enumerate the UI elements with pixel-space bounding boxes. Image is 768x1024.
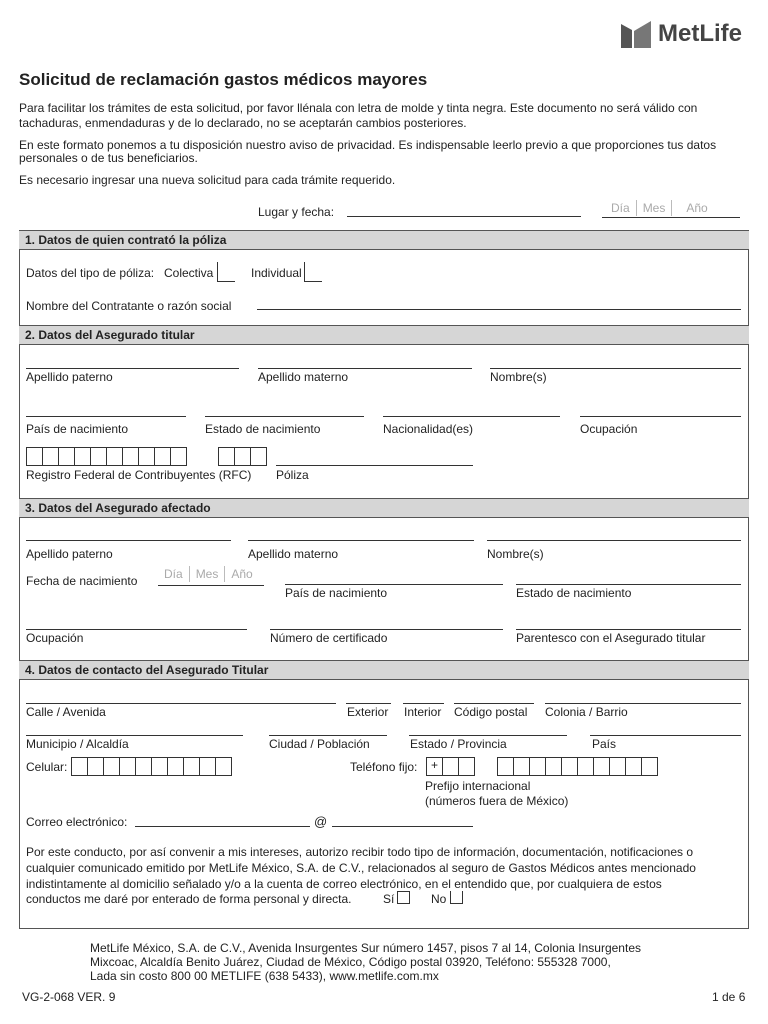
intro-paragraph-2a: En este formato ponemos a tu disposición nuestro aviso de privacidad. Es indispensable leerlo previo a que proporciones tus datos	[19, 138, 717, 152]
month-placeholder: Mes	[637, 200, 673, 216]
s3-pais-nac-label: País de nacimiento	[285, 586, 388, 600]
colectiva-label: Colectiva	[164, 266, 214, 280]
s3-birth-date-field[interactable]	[158, 566, 259, 582]
calle-label: Calle / Avenida	[26, 705, 106, 719]
consent-no-checkbox[interactable]	[450, 891, 463, 904]
lugar-fecha-field[interactable]	[347, 216, 581, 217]
s2-apellido-paterno-label: Apellido paterno	[26, 370, 113, 384]
s2-apellido-materno-label: Apellido materno	[258, 370, 349, 384]
colonia-label: Colonia / Barrio	[545, 705, 628, 719]
pais-field[interactable]	[590, 735, 741, 736]
metlife-logo	[620, 18, 755, 50]
s3-apellido-paterno-field[interactable]	[26, 540, 231, 541]
s2-poliza-label: Póliza	[276, 468, 309, 482]
interior-field[interactable]	[403, 703, 444, 704]
ciudad-field[interactable]	[269, 735, 387, 736]
estado-field[interactable]	[409, 735, 567, 736]
s3-pais-nac-field[interactable]	[285, 584, 503, 585]
footer-address-1: MetLife México, S.A. de C.V., Avenida Insurgentes Sur número 1457, pisos 7 al 14, Colonia Insurgentes	[90, 941, 641, 955]
s2-nacionalidad-label: Nacionalidad(es)	[383, 422, 474, 436]
s3-birth-date-underline	[158, 585, 264, 586]
s2-nombres-field[interactable]	[490, 368, 741, 369]
s2-ocupacion-label: Ocupación	[580, 422, 638, 436]
intro-paragraph-3: Es necesario ingresar una nueva solicitud para cada trámite requerido.	[19, 173, 396, 187]
cp-label: Código postal	[454, 705, 528, 719]
s3-apellido-materno-field[interactable]	[248, 540, 474, 541]
consent-si-checkbox[interactable]	[397, 891, 410, 904]
s3-apellido-materno-label: Apellido materno	[248, 547, 339, 561]
intro-paragraph-1a: Para facilitar los trámites de esta solicitud, por favor llénala con letra de molde y tinta negra. Este documento no será válido con	[19, 101, 698, 115]
s2-poliza-field[interactable]	[276, 465, 473, 466]
telefono-label: Teléfono fijo:	[350, 760, 418, 774]
consent-no-label: No	[431, 892, 447, 906]
request-date-underline	[602, 217, 740, 218]
s2-apellido-paterno-field[interactable]	[26, 368, 239, 369]
s3-certificado-label: Número de certificado	[270, 631, 388, 645]
s3-ocupacion-label: Ocupación	[26, 631, 84, 645]
consent-line-2: cualquier comunicado emitido por MetLife México, S.A. de C.V., relacionados al seguro de Gastos Médicos antes mencionado	[26, 861, 696, 875]
telefono-input-boxes[interactable]	[497, 757, 658, 776]
page-number: 1 de 6	[712, 990, 746, 1004]
s3-ocupacion-field[interactable]	[26, 629, 247, 630]
lugar-fecha-label: Lugar y fecha:	[258, 205, 335, 219]
section-3-header: 3. Datos del Asegurado afectado	[19, 498, 749, 518]
s3-nombres-field[interactable]	[487, 540, 741, 541]
page-title: Solicitud de reclamación gastos médicos mayores	[19, 70, 428, 89]
consent-si-label: Sí	[383, 892, 395, 906]
metlife-logo-mark-icon	[620, 18, 652, 50]
phone-prefix-boxes[interactable]	[426, 757, 475, 776]
individual-checkbox[interactable]	[304, 262, 322, 282]
prefijo-note-1: Prefijo internacional	[425, 779, 531, 793]
calle-field[interactable]	[26, 703, 336, 704]
consent-line-1: Por este conducto, por así convenir a mis intereses, autorizo recibir todo tipo de información, documentación, notificaciones o	[26, 845, 694, 859]
contratante-label: Nombre del Contratante o razón social	[26, 299, 232, 313]
day-placeholder: Día	[605, 200, 637, 216]
exterior-label: Exterior	[347, 705, 389, 719]
policy-type-label: Datos del tipo de póliza:	[26, 266, 155, 280]
year-placeholder: Año	[686, 201, 708, 215]
s3-parentesco-label: Parentesco con el Asegurado titular	[516, 631, 706, 645]
rfc-input-boxes[interactable]	[26, 447, 187, 466]
s3-month-placeholder: Mes	[190, 566, 226, 582]
correo-user-field[interactable]	[135, 826, 310, 827]
colonia-field[interactable]	[545, 703, 741, 704]
municipio-label: Municipio / Alcaldía	[26, 737, 129, 751]
s3-parentesco-field[interactable]	[516, 629, 741, 630]
contratante-field[interactable]	[257, 309, 741, 310]
s2-apellido-materno-field[interactable]	[258, 368, 472, 369]
section-2-header: 2. Datos del Asegurado titular	[19, 325, 749, 345]
form-code: VG-2-068 VER. 9	[22, 990, 116, 1004]
s2-pais-nac-field[interactable]	[26, 416, 186, 417]
s2-pais-nac-label: País de nacimiento	[26, 422, 129, 436]
celular-label: Celular:	[26, 760, 68, 774]
s3-apellido-paterno-label: Apellido paterno	[26, 547, 113, 561]
individual-label: Individual	[251, 266, 302, 280]
s2-nacionalidad-field[interactable]	[383, 416, 560, 417]
s2-estado-nac-label: Estado de nacimiento	[205, 422, 321, 436]
correo-domain-field[interactable]	[332, 826, 473, 827]
colectiva-checkbox[interactable]	[217, 262, 235, 282]
s2-ocupacion-field[interactable]	[580, 416, 741, 417]
footer-address-2: Mixcoac, Alcaldía Benito Juárez, Ciudad de México, Código postal 03920, Teléfono: 555328 7000,	[90, 955, 611, 969]
cp-field[interactable]	[454, 703, 534, 704]
request-date-field[interactable]	[605, 200, 722, 216]
s2-estado-nac-field[interactable]	[205, 416, 364, 417]
prefijo-note-2: (números fuera de México)	[425, 794, 569, 808]
interior-label: Interior	[404, 705, 442, 719]
correo-label: Correo electrónico:	[26, 815, 128, 829]
s3-estado-nac-field[interactable]	[516, 584, 741, 585]
footer-address-3: Lada sin costo 800 00 METLIFE (638 5433), www.metlife.com.mx	[90, 969, 439, 983]
s3-nombres-label: Nombre(s)	[487, 547, 544, 561]
section-4-header: 4. Datos de contacto del Asegurado Titular	[19, 660, 749, 680]
section-1-header: 1. Datos de quien contrató la póliza	[19, 230, 749, 250]
metlife-logo-text: MetLife	[658, 20, 742, 47]
exterior-field[interactable]	[346, 703, 391, 704]
s2-nombres-label: Nombre(s)	[490, 370, 547, 384]
pais-label: País	[592, 737, 617, 751]
s3-fecha-nac-label: Fecha de nacimiento	[26, 574, 138, 588]
ciudad-label: Ciudad / Población	[269, 737, 370, 751]
celular-input-boxes[interactable]	[71, 757, 232, 776]
rfc-homoclave-boxes[interactable]	[218, 447, 267, 466]
s3-day-placeholder: Día	[158, 566, 190, 582]
s3-certificado-field[interactable]	[270, 629, 503, 630]
intro-paragraph-1b: tachaduras, enmendaduras y de lo declarado, no se aceptarán cambios posteriores.	[19, 116, 467, 130]
consent-line-4: conductos me daré por enterado de forma personal y directa.	[26, 892, 352, 906]
municipio-field[interactable]	[26, 735, 243, 736]
at-sign: @	[314, 814, 328, 829]
s3-estado-nac-label: Estado de nacimiento	[516, 586, 632, 600]
rfc-label: Registro Federal de Contribuyentes (RFC)	[26, 468, 252, 482]
consent-line-3: indistintamente al domicilio señalado y/o a la cuenta de correo electrónico, en el entendido que, por cualquiera de estos	[26, 877, 662, 891]
estado-label: Estado / Provincia	[410, 737, 507, 751]
intro-paragraph-2b: personales o de tus beneficiarios.	[19, 151, 198, 165]
s3-year-placeholder: Año	[231, 567, 253, 581]
plus-sign: +	[426, 757, 443, 776]
